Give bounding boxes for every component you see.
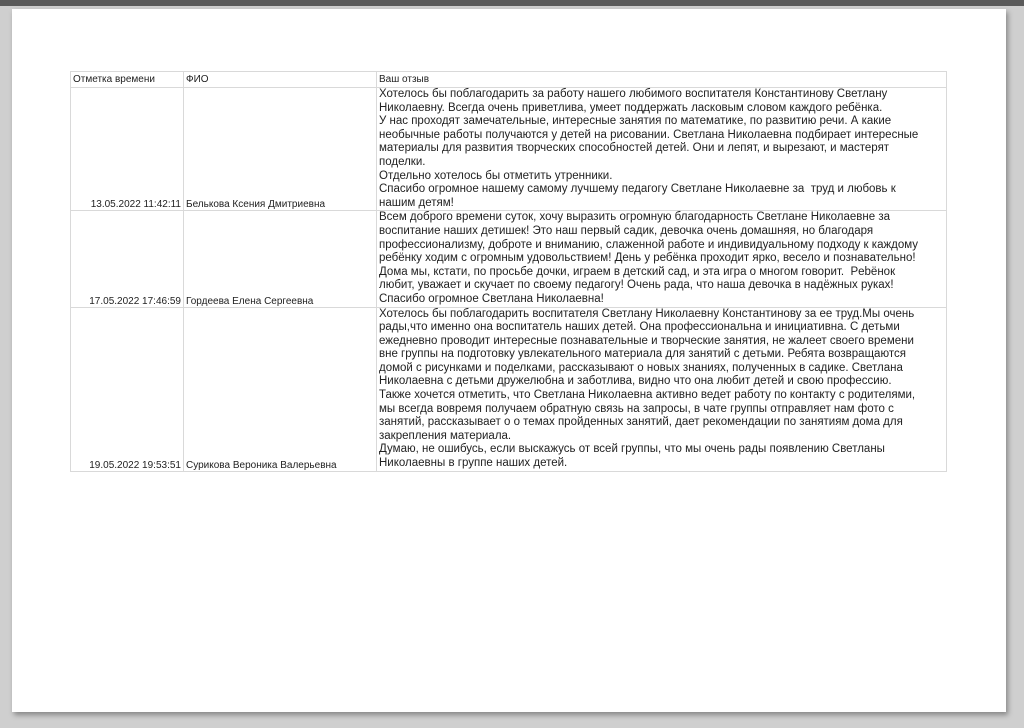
table-row <box>71 88 947 211</box>
viewer-top-bar <box>0 0 1024 6</box>
header-review: Ваш отзыв <box>377 72 947 88</box>
review-cell: Хотелось бы поблагодарить за работу нашего любимого воспитателя Константинову Светлану Николаевну. Всегда очень приветлива, умеет поддержать ласковым словом каждого ребёнка. У нас проходят замечательные, интересные занятия по математике, по развитию речи. А какие необычные работы получаются у детей на рисовании. Светлана Николаевна подбирает интересные материалы для развития творческих способностей детей. Они и лепят, и вырезают, и мастерят поделки. Отдельно хотелось бы отметить утренники. Спасибо огромное нашему самому лучшему педагогу Светлане Николаевне за труд и любовь к нашим детям! <box>377 88 947 211</box>
document-page <box>12 9 1006 712</box>
timestamp-cell: 19.05.2022 19:53:51 <box>71 307 184 471</box>
header-row <box>71 72 947 88</box>
responses-table <box>70 71 947 472</box>
timestamp-cell: 17.05.2022 17:46:59 <box>71 211 184 307</box>
review-cell: Хотелось бы поблагодарить воспитателя Светлану Николаевну Константинову за ее труд.Мы очень рады,что именно она воспитатель наших детей. Она профессиональна и инициативна. С детьми ежедневно проводит интересные познавательные и творческие занятия, не жалеет своего времени вне группы на подготовку увлекательного материала для занятий с детьми. Ребята возвращаются домой с рисунками и поделками, рассказывают о новых знаниях, полученных в садике. Светлана Николаевна с детьми дружелюбна и заботлива, видно что она любит детей и свою профессию. Также хочется отметить, что Светлана Николаевна активно ведет работу по контакту с родителями, мы всегда вовремя получаем обратную связь на запросы, в чате группы отправляет нам фото с занятий, рассказывает о о темах пройденных занятий, дает рекомендации по занятиям дома для закрепления материала. Думаю, не ошибусь, если выскажусь от всей группы, что мы очень рады появлению Светланы Николаевны в группе наших детей. <box>377 307 947 471</box>
name-cell: Белькова Ксения Дмитриевна <box>184 88 377 211</box>
header-name: ФИО <box>184 72 377 88</box>
header-timestamp: Отметка времени <box>71 72 184 88</box>
name-cell: Сурикова Вероника Валерьевна <box>184 307 377 471</box>
review-cell: Всем доброго времени суток, хочу выразить огромную благодарность Светлане Николаевне за воспитание наших детишек! Это наш первый садик, девочка очень домашняя, но благодаря профессионализму, доброте и вниманию, слаженной работе и индивидуальному подходу к каждому ребёнку ходим с огромным удовольствием! День у ребёнка проходит ярко, весело и познавательно! Дома мы, кстати, по просьбе дочки, играем в детский сад, и эта игра о многом говорит. Рebёнок любит, уважает и скучает по своему педагогу! Очень рада, что наша девочка в надёжных руках! Спасибо огромное Светлана Николаевна! <box>377 211 947 307</box>
timestamp-cell: 13.05.2022 11:42:11 <box>71 88 184 211</box>
table-row <box>71 307 947 471</box>
table-row <box>71 211 947 307</box>
name-cell: Гордеева Елена Сергеевна <box>184 211 377 307</box>
